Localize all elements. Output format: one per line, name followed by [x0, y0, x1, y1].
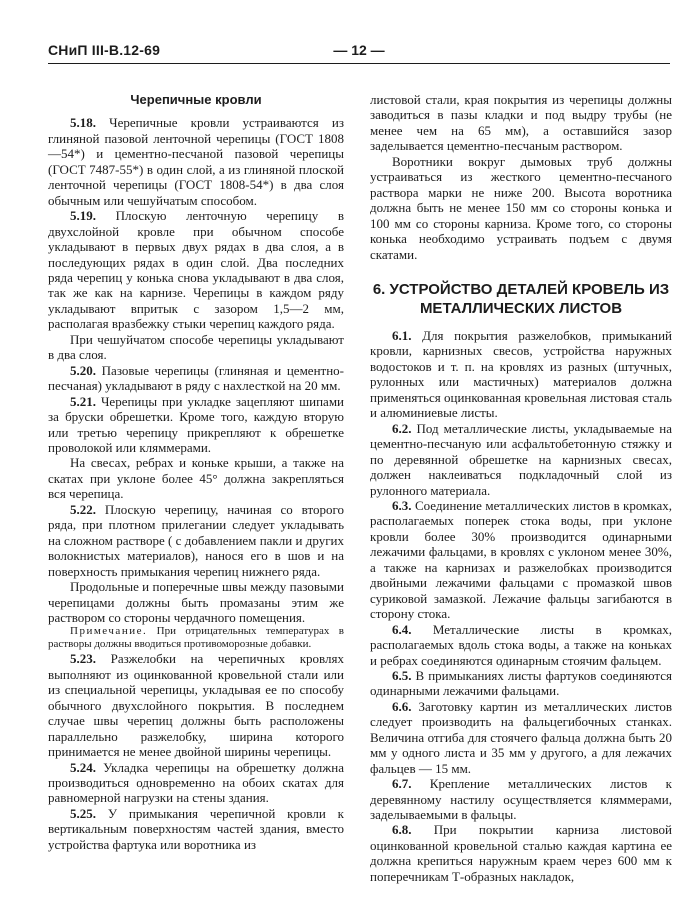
paragraph-text: Воротники вокруг дымовых труб должны устраиваться из жесткого цементно-песчаного раствора марки не ниже 200. Высота воротника должна быть не менее 150 мм со стороны конька и 100 мм со стороны карниза. Кроме того, со стороны конька необходимо устраивать подъем с двумя скатами. — [370, 153, 672, 262]
left-paragraphs — [48, 115, 344, 625]
paragraph-number: 5.22. — [70, 501, 96, 517]
paragraph-text: На свесах, ребрах и коньке крыши, а также на скатах при уклоне более 45° должна закрепляться вся черепица. — [48, 455, 344, 502]
right-paragraphs — [370, 92, 672, 262]
paragraph-number: 6.8. — [392, 822, 412, 838]
paragraph — [370, 421, 672, 498]
section-title-tile-roofs: Черепичные кровли — [130, 92, 262, 107]
paragraph-number: 5.21. — [70, 393, 96, 409]
paragraph — [370, 622, 672, 668]
section-title-metal-roofs: 6. УСТРОЙСТВО ДЕТАЛЕЙ КРОВЕЛЬ ИЗ МЕТАЛЛИЧЕСКИХ ЛИСТОВ — [372, 280, 670, 317]
paragraph — [48, 579, 344, 625]
paragraph — [48, 760, 344, 806]
paragraph — [370, 92, 672, 154]
right-column — [370, 92, 672, 884]
left-column — [48, 92, 344, 852]
paragraph — [370, 668, 672, 699]
paragraph — [48, 806, 344, 852]
paragraph-text: При чешуйчатом способе черепицы укладывают в два слоя. — [48, 331, 344, 363]
paragraph-number: 5.19. — [70, 208, 96, 224]
paragraph-text: Черепичные кровли устраиваются из глиняной пазовой ленточной черепицы (ГОСТ 1808—54*) и цементно-песчаной пазовой черепицы (ГОСТ 7487-55*) в один слой, а из глиняной плоской ленточной черепицы (ГОСТ 1808-54*) в два слоя обычным или чешуйчатым способом. — [48, 115, 344, 208]
paragraph-text: Разжелобки на черепичных кровлях выполняют из оцинкованной кровельной стали или из специальной черепицы, укладывая ее по способу обычного двухслойного покрытия. В последнем случае швы черепиц должны быть расположены параллельно разжелобку, ширина которого принимается не менее двойной ширины черепицы. — [48, 651, 344, 760]
paragraph-text: Укладка черепицы на обрешетку должна производиться одновременно на обоих скатах для равномерной нагрузки на стены здания. — [48, 759, 345, 806]
paragraph — [370, 699, 672, 776]
paragraph-number: 5.25. — [70, 805, 96, 821]
paragraph-number: 6.2. — [392, 420, 412, 436]
paragraph-number: 5.24. — [70, 759, 96, 775]
paragraph-text: В примыканиях листы фартуков соединяются одинарными лежачими фальцами. — [370, 667, 673, 699]
paragraph-text: Заготовку картин из металлических листов следует производить на фальцегибочных станках. Величина отгиба для стоячего фальца должна быть 20 мм у одного листа и 35 мм у другого, а для лежачих фальцев — 15 мм. — [370, 698, 672, 776]
paragraph-text: Продольные и поперечные швы между пазовыми черепицами должны быть промазаны этим же раствором со стороны чердачного помещения. — [48, 579, 344, 625]
paragraph-number: 6.5. — [392, 667, 412, 683]
note-text: При отрицательных температурах в растворы должны вводиться противоморозные добавки. — [48, 625, 344, 651]
paragraph-number: 6.4. — [392, 621, 412, 637]
paragraph-number: 5.20. — [70, 362, 96, 378]
paragraph-text: При покрытии карниза листовой оцинкованной кровельной сталью каждая картина ее должна крепиться наружным краем через 600 мм к поперечникам Т-образных накладок, — [370, 822, 672, 884]
paragraph — [370, 776, 672, 822]
paragraph-text: Соединение металлических листов в кромках, располагаемых поперек стока воды, при уклоне кровли более 30% производится одинарными лежачими фальцами, в кровлях с уклоном менее 30%, а также на карнизах и разжелобках производится двойными лежачими фальцами с промазкой швов суриковой замазкой. Лежачие фальцы загибаются в сторону стока. — [370, 497, 672, 622]
paragraph-text: Металлические листы в кромках, располагаемых вдоль стока воды, а также на коньках и ребрах соединяются одинарным стоячим фальцем. — [370, 621, 672, 668]
left-paragraphs-continued — [48, 651, 344, 852]
paragraph-text: Черепицы при укладке зацепляют шипами за бруски обрешетки. Кроме того, каждую вторую или третью черепицу прикрепляют к обрешетке проволокой или кляммерами. — [48, 393, 344, 455]
paragraph-text: Плоскую черепицу, начиная со второго ряда, при плотном прилегании следует укладывать на сложном растворе ( с добавлением пакли и других волокнистых материалов), нанося его в шов и на поверхность примыкания черепиц нижнего ряда. — [48, 501, 344, 579]
paragraph — [370, 154, 672, 262]
paragraph-number: 6.3. — [392, 497, 412, 513]
paragraph-text: Под металлические листы, укладываемые на цементно-песчаную или асфальтобетонную стяжку и по деревянной обрешетке на карнизных свесах, должен наклеиваться подкладочный слой из рулонного материала. — [370, 420, 672, 498]
note-label: Примечание. — [70, 625, 148, 638]
paragraph-text: листовой стали, края покрытия из черепицы должны заводиться в пазы кладки и под выдру трубы (не менее чем на 65 мм), а оставшийся зазор заделывается цементно-песчаным раствором. — [370, 92, 672, 154]
paragraph — [48, 455, 344, 501]
paragraph-number: 6.7. — [392, 776, 412, 792]
paragraph — [48, 208, 344, 332]
paragraph — [48, 363, 344, 394]
paragraph-text: Крепление металлических листов к деревянному настилу осуществляется кляммерами, заделываемыми в фальцы. — [370, 776, 672, 823]
document-code: СНиП III-В.12-69 — [48, 42, 161, 58]
paragraph — [370, 328, 672, 421]
paragraph-number: 6.6. — [392, 698, 412, 714]
header-rule — [48, 63, 670, 64]
paragraph-number: 5.23. — [70, 651, 96, 667]
paragraph-text: Плоскую ленточную черепицу в двухслойной кровле при обычном способе укладывают в первых двух рядах в два слоя, а в последующих рядах в один слой. Два последних ряда черепиц у конька снова укладывают в два слоя, так же как на карнизе. Черепицы в каждом ряду укладывают впритык с зазором 1,5—2 мм, располагая вразбежку стыки черепиц каждого ряда. — [48, 208, 344, 332]
note — [48, 625, 344, 651]
paragraph — [370, 498, 672, 622]
paragraph-text: Для покрытия разжелобков, примыканий кровли, карнизных свесов, устройства наружных водостоков и т. п. на кровлях из разных (штучных, рулонных или мастичных) материалов должна применяться оцинкованная кровельная листовая сталь и алюминиевые листы. — [370, 327, 672, 421]
paragraph-number: 6.1. — [392, 327, 412, 343]
paragraph — [48, 332, 344, 363]
paragraph-number: 5.18. — [70, 115, 96, 131]
right-paragraphs-continued — [370, 328, 672, 884]
paragraph-text: Пазовые черепицы (глиняная и цементно-песчаная) укладывают в ряду с нахлесткой на 20 мм. — [48, 362, 344, 394]
paragraph — [370, 822, 672, 884]
page-header — [48, 42, 670, 64]
paragraph — [48, 502, 344, 579]
paragraph — [48, 394, 344, 456]
paragraph — [48, 115, 344, 208]
page-number: — 12 — — [333, 42, 385, 58]
paragraph — [48, 651, 344, 759]
paragraph-text: У примыкания черепичной кровли к вертикальным поверхностям частей здания, вместо устройства фартука или воротника из — [48, 805, 344, 852]
